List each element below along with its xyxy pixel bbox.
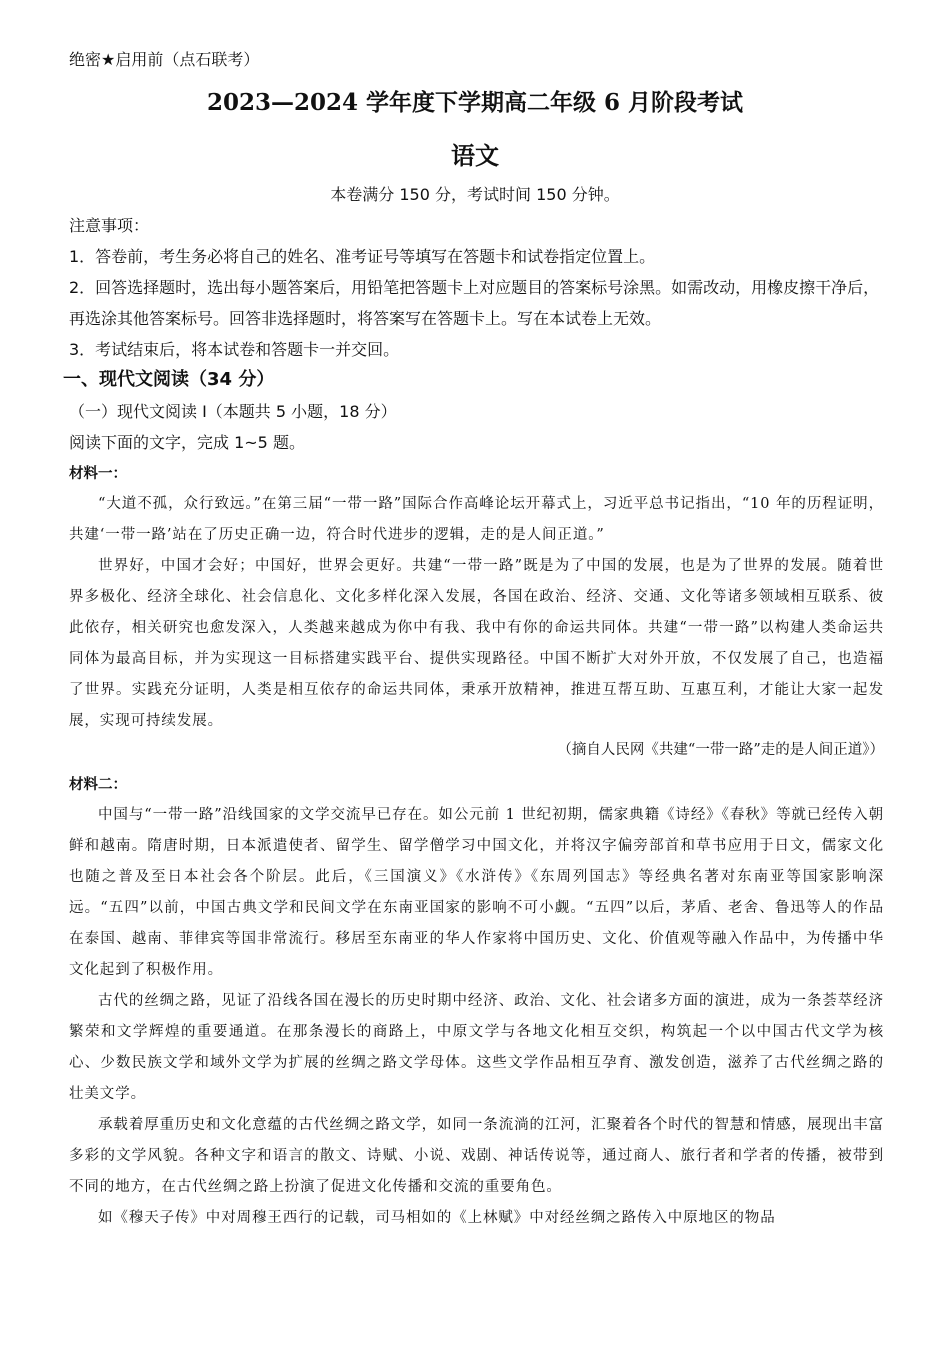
paragraph: 如《穆天子传》中对周穆王西行的记载，司马相如的《上林赋》中对经丝绸之路传入中原地区的物品	[98, 1210, 776, 1226]
score-info: 本卷满分 150 分，考试时间 150 分钟。	[330, 185, 620, 204]
material1-body	[69, 489, 884, 737]
notes-heading: 注意事项：	[69, 216, 150, 235]
material2-label: 材料二：	[69, 776, 127, 793]
reading-instruction: 阅读下面的文字，完成 1~5 题。	[69, 433, 305, 452]
subject-title: 语文	[451, 141, 499, 170]
material2-body	[69, 800, 884, 1234]
notes-block	[69, 210, 884, 365]
paragraph: 世界好，中国才会好；中国好，世界会更好。共建“一带一路”既是为了中国的发展，也是为了世界的发展。随着世界多极化、经济全球化、社会信息化、文化多样化深入发展，各国在政治、经济、交通、文化等诸多领域相互联系、彼此依存，相关研究也愈发深入，人类越来越成为你中有我、我中有你的命运共同体。共建“一带一路”以构建人类命运共同体为最高目标，并为实现这一目标搭建实践平台、提供实现路径。中国不断扩大对外开放，不仅发展了自己，也造福了世界。实践充分证明，人类是相互依存的命运共同体，秉承开放精神，推进互帮互助、互惠互利，才能让大家一起发展，实现可持续发展。	[69, 558, 884, 729]
paragraph: 古代的丝绸之路，见证了沿线各国在漫长的历史时期中经济、政治、文化、社会诸多方面的演进，成为一条荟萃经济繁荣和文学辉煌的重要通道。在那条漫长的商路上，中原文学与各地文化相互交织，构筑起一个以中国古代文学为核心、少数民族文学和域外文学为扩展的丝绸之路文学母体。这些文学作品相互孕育、激发创造，滋养了古代丝绸之路的壮美文学。	[69, 993, 884, 1102]
section-title: 一、现代文阅读（34 分）	[63, 369, 275, 390]
paragraph: “大道不孤，众行致远。”在第三届“一带一路”国际合作高峰论坛开幕式上，习近平总书记指出，“10 年的历程证明，共建‘一带一路’站在了历史正确一边，符合时代进步的逻辑，走的是人间正道。”	[69, 496, 884, 543]
exam-title: 2023—2024 学年度下学期高二年级 6 月阶段考试	[206, 89, 744, 116]
subsection-title: （一）现代文阅读 I（本题共 5 小题，18 分）	[69, 402, 397, 421]
note-item: 1．答卷前，考生务必将自己的姓名、准考证号等填写在答题卡和试卷指定位置上。	[69, 247, 656, 266]
material1-source: （摘自人民网《共建“一带一路”走的是人间正道》）	[557, 742, 884, 758]
note-item: 2．回答选择题时，选出每小题答案后，用铅笔把答题卡上对应题目的答案标号涂黑。如需改动，用橡皮擦干净后，再选涂其他答案标号。回答非选择题时，将答案写在答题卡上。写在本试卷上无效。	[69, 278, 880, 328]
paragraph: 中国与“一带一路”沿线国家的文学交流早已存在。如公元前 1 世纪初期，儒家典籍《诗经》《春秋》等就已经传入朝鲜和越南。隋唐时期，日本派遣使者、留学生、留学僧学习中国文化，并将汉字偏旁部首和草书应用于日文，儒家文化也随之普及至日本社会各个阶层。此后，《三国演义》《水浒传》《东周列国志》等经典名著对东南亚等国家影响深远。“五四”以前，中国古典文学和民间文学在东南亚国家的影响不可小觑。“五四”以后，茅盾、老舍、鲁迅等人的作品在泰国、越南、菲律宾等国非常流行。移居至东南亚的华人作家将中国历史、文化、价值观等融入作品中，为传播中华文化起到了积极作用。	[69, 807, 884, 978]
material1-label: 材料一：	[69, 465, 127, 482]
confidential-label: 绝密★启用前（点石联考）	[69, 50, 260, 69]
note-item: 3．考试结束后，将本试卷和答题卡一并交回。	[69, 340, 400, 359]
paragraph: 承载着厚重历史和文化意蕴的古代丝绸之路文学，如同一条流淌的江河，汇聚着各个时代的智慧和情感，展现出丰富多彩的文学风貌。各种文字和语言的散文、诗赋、小说、戏剧、神话传说等，通过商人、旅行者和学者的传播，被带到不同的地方，在古代丝绸之路上扮演了促进文化传播和交流的重要角色。	[69, 1117, 884, 1195]
